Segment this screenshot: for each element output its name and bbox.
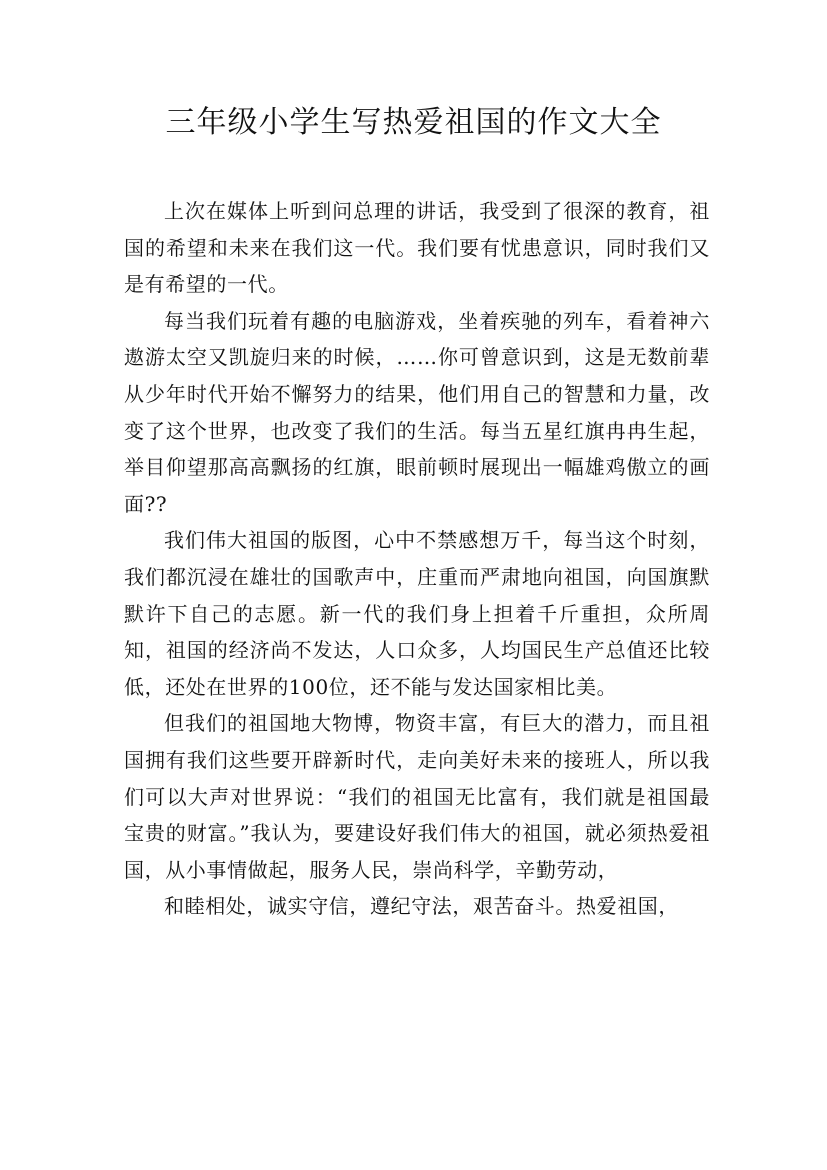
document-title: 三年级小学生写热爱祖国的作文大全 xyxy=(165,105,662,140)
paragraph-3: 我们伟大祖国的版图，心中不禁感想万千，每当这个时刻，我们都沉浸在雄壮的国歌声中，庄重而严肃地向祖国，向国旗默默许下自己的志愿。新一代的我们身上担着千斤重担，众所周知，祖国的经济尚不发达，人口众多，人均国民生产总值还比较低，还处在世界的100位，还不能与发达国家相比美。 xyxy=(124,528,710,699)
paragraph-1: 上次在媒体上听到问总理的讲话，我受到了很深的教育，祖国的希望和未来在我们这一代。我们要有忧患意识，同时我们又是有希望的一代。 xyxy=(124,199,710,297)
paragraph-2: 每当我们玩着有趣的电脑游戏，坐着疾驰的列车，看着神六遨游太空又凯旋归来的时候，……你可曾意识到，这是无数前辈从少年时代开始不懈努力的结果，他们用自己的智慧和力量，改变了这个世界，也改变了我们的生活。每当五星红旗冉冉生起，举目仰望那高高飘扬的红旗，眼前顿时展现出一幅雄鸡傲立的画面?? xyxy=(124,308,710,516)
paragraph-5: 和睦相处，诚实守信，遵纪守法，艰苦奋斗。热爱祖国， xyxy=(164,894,679,919)
paragraph-4: 但我们的祖国地大物博，物资丰富，有巨大的潜力，而且祖国拥有我们这些要开辟新时代，走向美好未来的接班人，所以我们可以大声对世界说：“我们的祖国无比富有，我们就是祖国最宝贵的财富。”我认为，要建设好我们伟大的祖国，就必须热爱祖国，从小事情做起，服务人民，崇尚科学，辛勤劳动， xyxy=(124,711,710,882)
document-body xyxy=(124,193,710,925)
